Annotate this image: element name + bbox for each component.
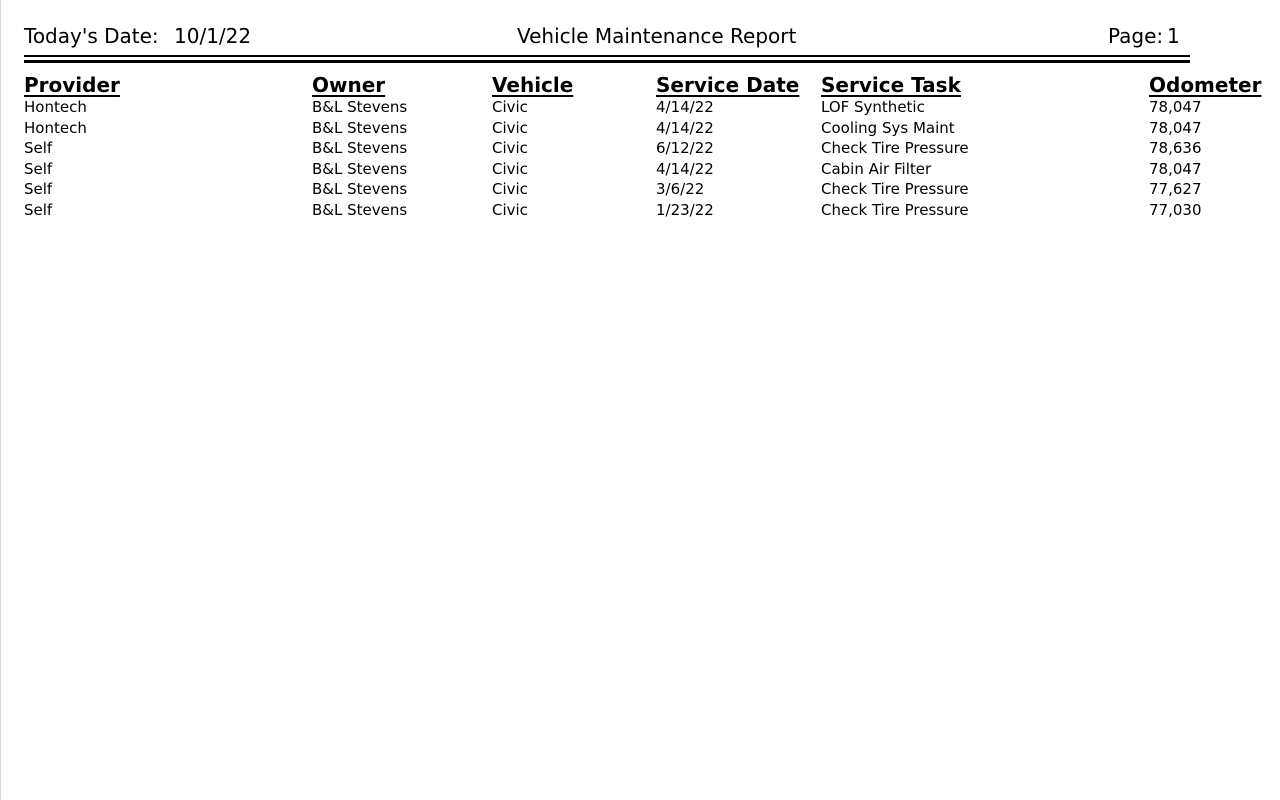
table-row [0,138,1280,159]
vehicle-cell: Civic [492,139,528,158]
provider-cell: Hontech [24,98,87,116]
page-label: Page: [1108,24,1164,48]
service-date-cell: 4/14/22 [656,118,714,137]
todays-date-label: Today's Date: [24,24,159,48]
vehicle-cell: Civic [492,200,528,219]
column-header-owner: Owner [312,73,386,97]
table-row [0,118,1280,139]
service-task-cell: Cooling Sys Maint [821,118,955,137]
column-header-service-date: Service Date [656,73,800,97]
page-number: 1 [1167,24,1180,48]
service-date-cell: 1/23/22 [656,200,714,219]
owner-cell: B&L Stevens [312,200,408,219]
provider-cell: Hontech [24,118,87,137]
table-row [0,159,1280,180]
service-task-cell: Check Tire Pressure [821,180,969,199]
table-header-row [0,70,1280,97]
column-header-provider: Provider [24,73,120,97]
provider-cell: Self [24,180,53,199]
provider-cell: Self [24,159,53,178]
odometer-cell: 78,047 [1149,118,1202,137]
table-row [0,97,1280,118]
odometer-cell: 77,030 [1149,200,1202,219]
header-rule-top [24,55,1190,57]
todays-date-value: 10/1/22 [174,24,252,48]
service-task-cell: Check Tire Pressure [821,139,969,158]
vehicle-cell: Civic [492,159,528,178]
service-date-cell: 4/14/22 [656,159,714,178]
column-header-service-task: Service Task [821,73,961,97]
header-rule-bottom [24,60,1190,63]
service-task-cell: LOF Synthetic [821,98,925,116]
owner-cell: B&L Stevens [312,159,408,178]
odometer-cell: 77,627 [1149,180,1202,199]
provider-cell: Self [24,200,53,219]
report-title: Vehicle Maintenance Report [517,24,797,48]
odometer-cell: 78,047 [1149,159,1202,178]
service-task-cell: Cabin Air Filter [821,159,932,178]
table-row [0,179,1280,200]
table-row [0,200,1280,221]
owner-cell: B&L Stevens [312,98,408,116]
vehicle-cell: Civic [492,98,528,116]
provider-cell: Self [24,139,53,158]
owner-cell: B&L Stevens [312,118,408,137]
service-date-cell: 6/12/22 [656,139,714,158]
odometer-cell: 78,047 [1149,98,1202,116]
service-date-cell: 3/6/22 [656,180,705,199]
owner-cell: B&L Stevens [312,139,408,158]
service-date-cell: 4/14/22 [656,98,714,116]
service-task-cell: Check Tire Pressure [821,200,969,219]
column-header-odometer: Odometer [1149,73,1262,97]
column-header-vehicle: Vehicle [492,73,574,97]
vehicle-cell: Civic [492,180,528,199]
maintenance-table [0,70,1280,221]
vehicle-cell: Civic [492,118,528,137]
odometer-cell: 78,636 [1149,139,1202,158]
owner-cell: B&L Stevens [312,180,408,199]
report-header [0,0,1280,70]
